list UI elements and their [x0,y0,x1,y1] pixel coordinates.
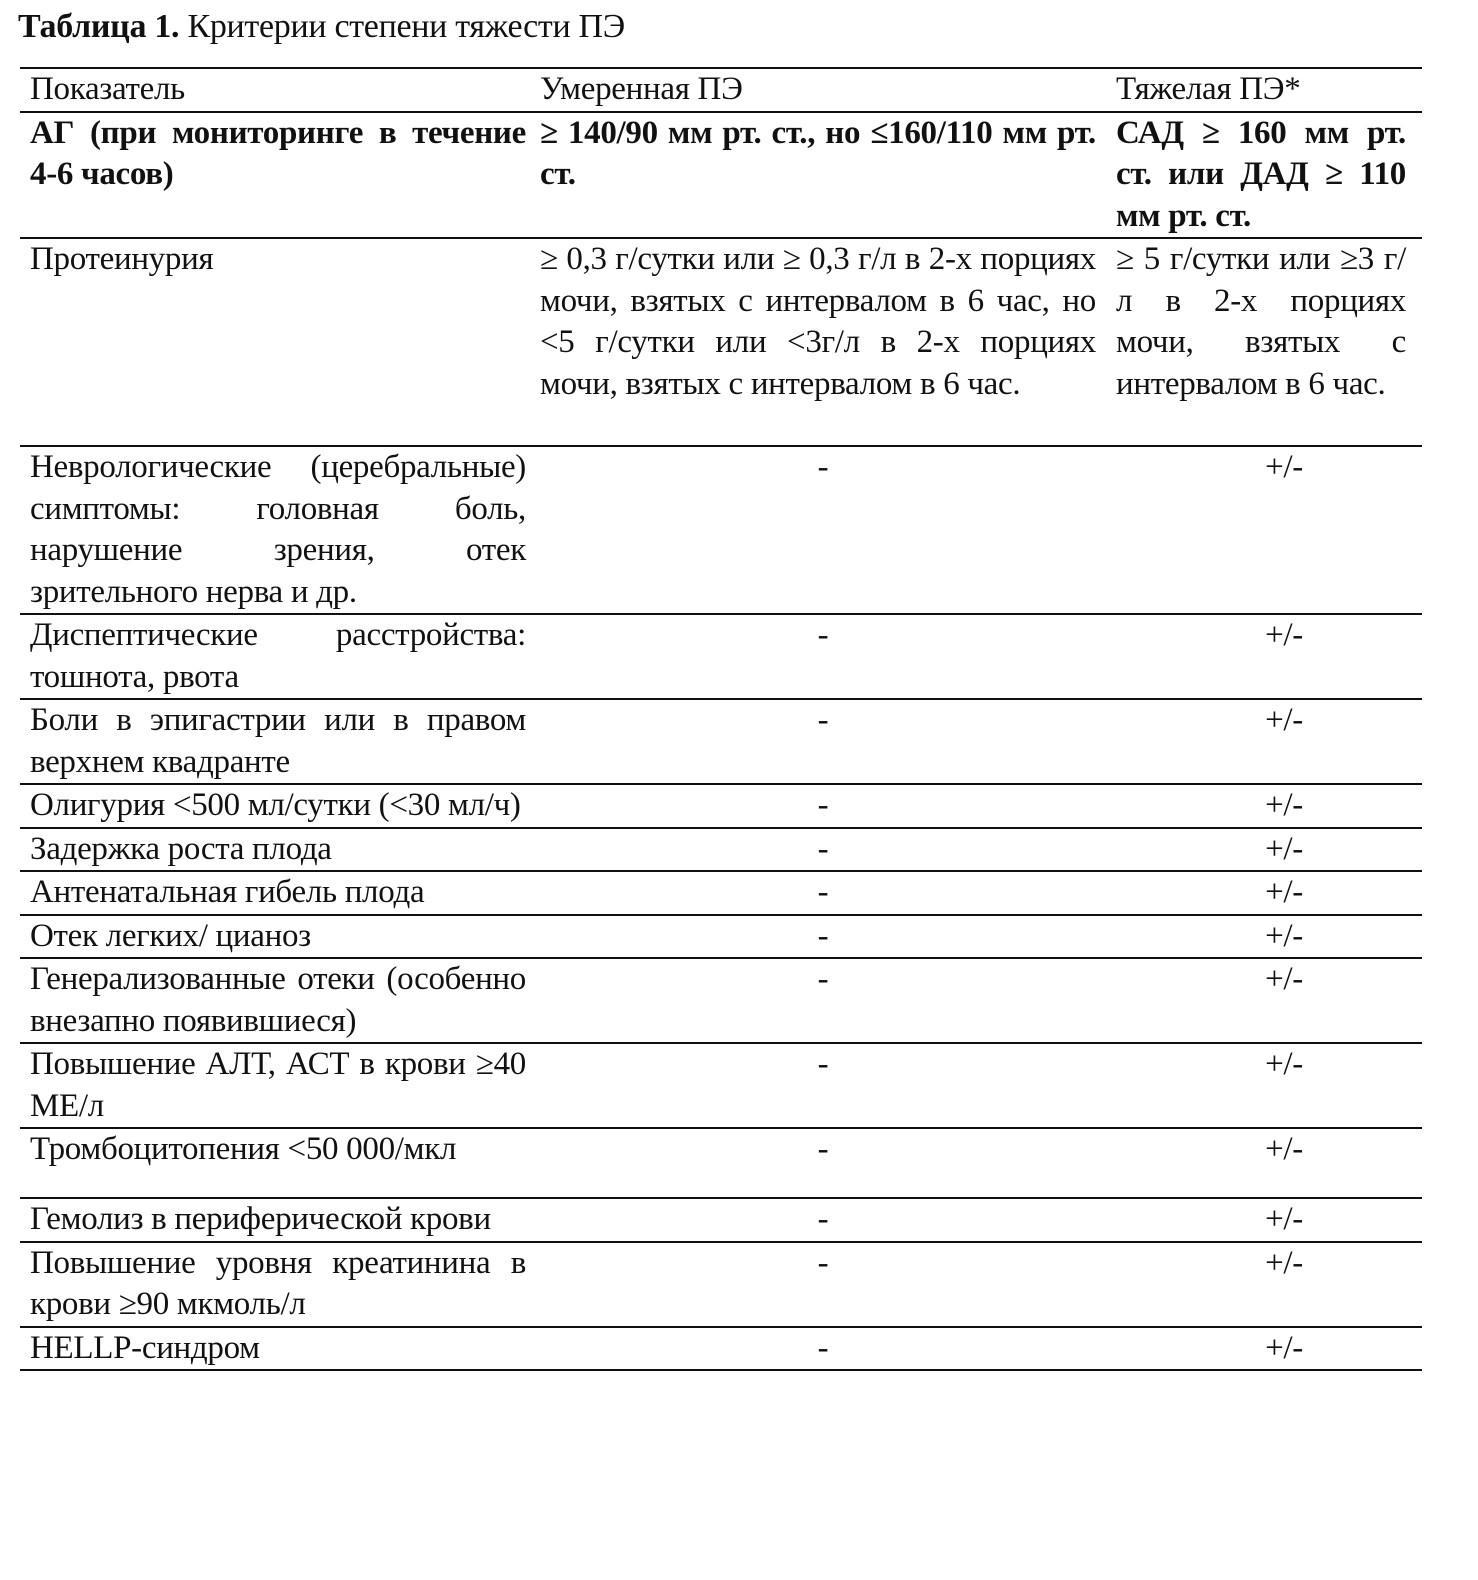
row-severe: +/- [1106,1242,1422,1327]
row-severe: +/- [1106,614,1422,699]
row-severe: +/- [1106,958,1422,1043]
row-moderate: ≥ 0,3 г/сутки или ≥ 0,3 г/л в 2-х порциях мочи, взятых с интервалом в 6 час, но <5 г/сутки или <3г/л в 2-х порциях мочи, взятых с интервалом в 6 час. [530,238,1106,446]
row-indicator: Олигурия <500 мл/сутки (<30 мл/ч) [20,784,530,828]
table-row [20,1198,1422,1242]
row-moderate: - [530,828,1106,872]
table-row [20,238,1422,446]
row-indicator: HELLP-синдром [20,1327,530,1371]
header-severe: Тяжелая ПЭ* [1106,68,1422,112]
row-indicator: Повышение уровня креатинина в крови ≥90 мкмоль/л [20,1242,530,1327]
row-indicator: Антенатальная гибель плода [20,871,530,915]
row-severe: +/- [1106,784,1422,828]
row-moderate: - [530,614,1106,699]
row-indicator: Протеинурия [20,238,530,446]
table-row [20,784,1422,828]
row-severe: +/- [1106,871,1422,915]
row-indicator: Боли в эпигастрии или в правом верхнем квадранте [20,699,530,784]
row-severe: +/- [1106,699,1422,784]
criteria-table [20,67,1422,1371]
row-moderate: - [530,1242,1106,1327]
row-indicator: Тромбоцитопения <50 000/мкл [20,1128,530,1198]
table-row [20,871,1422,915]
row-indicator: Задержка роста плода [20,828,530,872]
row-severe: +/- [1106,1043,1422,1128]
table-row [20,828,1422,872]
row-moderate: - [530,784,1106,828]
row-moderate: - [530,446,1106,614]
table-caption-label: Таблица 1. [18,8,180,45]
table-row [20,699,1422,784]
row-moderate: - [530,871,1106,915]
row-severe: +/- [1106,1198,1422,1242]
row-indicator: Диспептические расстройства: тошнота, рвота [20,614,530,699]
row-severe: +/- [1106,446,1422,614]
row-severe: +/- [1106,1327,1422,1371]
header-moderate: Умеренная ПЭ [530,68,1106,112]
table-caption-text: Критерии степени тяжести ПЭ [179,8,625,45]
row-moderate: - [530,1198,1106,1242]
table-row [20,1128,1422,1198]
row-severe: +/- [1106,1128,1422,1198]
row-indicator: Генерализованные отеки (особенно внезапно появившиеся) [20,958,530,1043]
table-row [20,446,1422,614]
row-indicator: Отек легких/ цианоз [20,915,530,959]
table-row [20,112,1422,239]
row-severe: +/- [1106,915,1422,959]
row-moderate: - [530,1327,1106,1371]
row-moderate: - [530,915,1106,959]
table-row [20,958,1422,1043]
row-severe: +/- [1106,828,1422,872]
row-indicator: АГ (при мониторинге в течение 4-6 часов) [20,112,530,239]
table-row [20,1242,1422,1327]
row-moderate: - [530,958,1106,1043]
table-row [20,915,1422,959]
row-moderate: - [530,1043,1106,1128]
table-caption [18,6,625,48]
row-moderate: - [530,699,1106,784]
row-indicator: Гемолиз в периферической крови [20,1198,530,1242]
row-indicator: Повышение АЛТ, АСТ в крови ≥40 МЕ/л [20,1043,530,1128]
row-severe: ≥ 5 г/сутки или ≥3 г/л в 2-х порциях мочи, взятых с интервалом в 6 час. [1106,238,1422,446]
row-severe: САД ≥ 160 мм рт. ст. или ДАД ≥ 110 мм рт. ст. [1106,112,1422,239]
table-row [20,1327,1422,1371]
row-indicator: Неврологические (церебральные) симптомы: головная боль, нарушение зрения, отек зрительного нерва и др. [20,446,530,614]
header-indicator: Показатель [20,68,530,112]
row-moderate: - [530,1128,1106,1198]
table-header-row [20,68,1422,112]
table-row [20,614,1422,699]
table-row [20,1043,1422,1128]
row-moderate: ≥ 140/90 мм рт. ст., но ≤160/110 мм рт. ст. [530,112,1106,239]
